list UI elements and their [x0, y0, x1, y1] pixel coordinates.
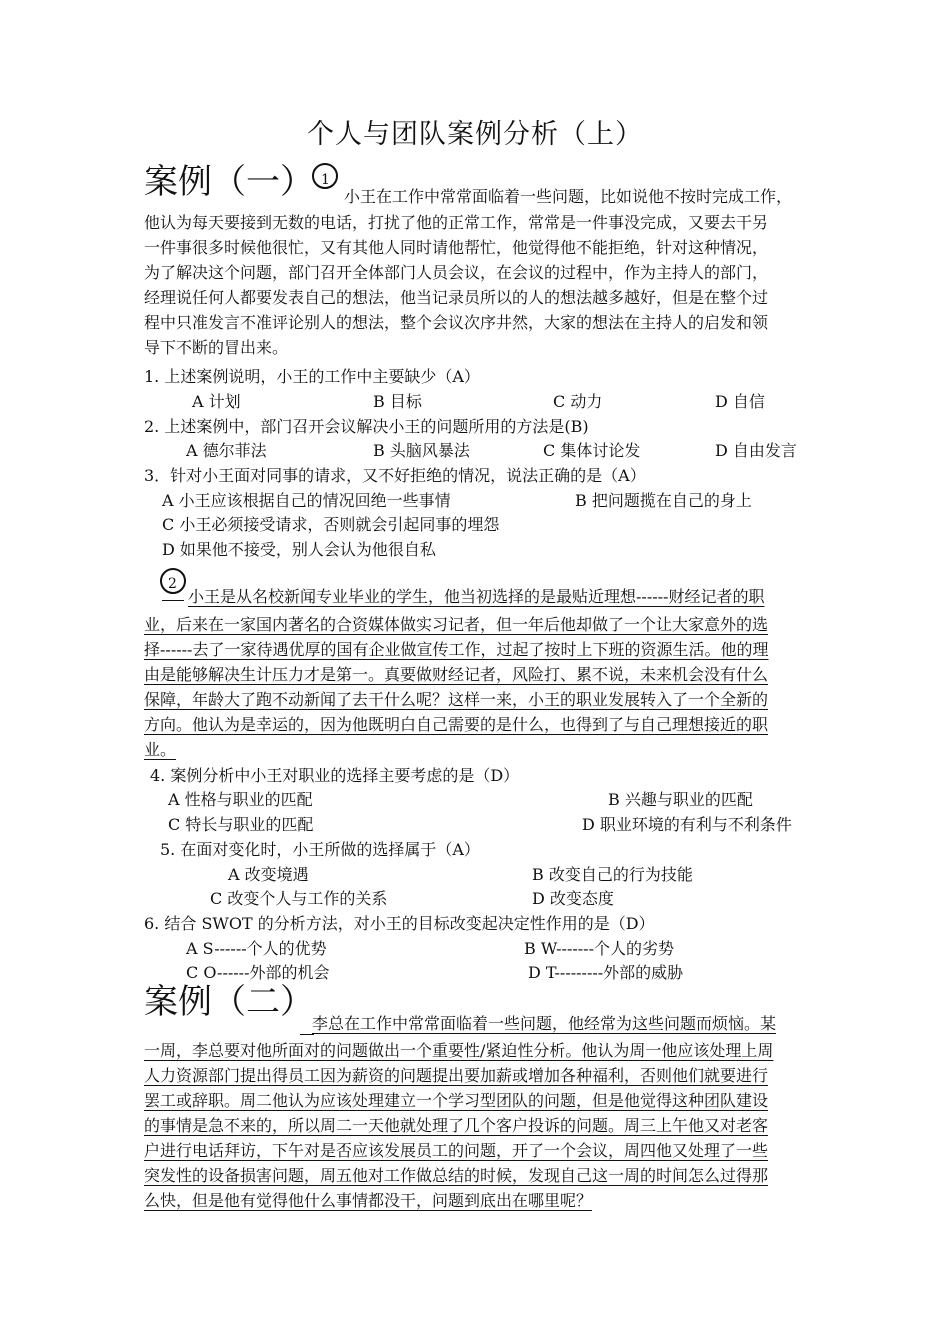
story1-line: 程中只准发言不准评论别人的想法，整个会议次序井然，大家的想法在主持人的启发和领: [144, 313, 769, 332]
q2-option-c: C 集体讨论发: [543, 441, 641, 460]
q3-option-b: B 把问题揽在自己的身上: [575, 491, 752, 510]
q1-option-a: A 计划: [192, 392, 241, 411]
q4-option-d: D 职业环境的有利与不利条件: [582, 815, 792, 834]
q3-option-c: C 小王必须接受请求，否则就会引起同事的埋怨: [162, 515, 500, 534]
q5-option-c: C 改变个人与工作的关系: [210, 889, 388, 908]
q4-option-b: B 兴趣与职业的匹配: [608, 790, 753, 809]
case2-paragraph: [144, 1038, 804, 1213]
case2-line: 人力资源部门提出得员工因为薪资的问题提出要加薪或增加各种福利，否则他们就要进行: [144, 1066, 769, 1085]
story2-paragraph: [144, 612, 804, 762]
underline-stub: [162, 600, 184, 601]
story2-line-1: 小王是从名校新闻专业毕业的学生，他当初选择的是最贴近理想------财经记者的职: [188, 587, 765, 606]
q2-option-a: A 德尔菲法: [186, 441, 267, 460]
story1-line: 导下不断的冒出来。: [144, 338, 289, 357]
q5-option-a: A 改变境遇: [228, 865, 309, 884]
q1-option-b: B 目标: [373, 392, 422, 411]
q5-option-d: D 改变态度: [532, 889, 614, 908]
q6-option-a: A S------个人的优势: [186, 939, 327, 958]
story1-paragraph: [144, 210, 804, 360]
q5-option-b: B 改变自己的行为技能: [532, 865, 693, 884]
q6-option-d: D T---------外部的威胁: [528, 963, 684, 982]
q6-option-c: C O------外部的机会: [186, 963, 330, 982]
case2-line: 的事情是急不来的，所以周二一天他就处理了几个客户投诉的问题。周三上午他又对老客: [144, 1116, 769, 1135]
story1-line: 他认为每天要接到无数的电话，打扰了他的正常工作，常常是一件事没完成，又要去干另: [144, 213, 769, 232]
q4-option-a: A 性格与职业的匹配: [168, 790, 313, 809]
q2-option-b: B 头脑风暴法: [373, 441, 470, 460]
question-1: 1. 上述案例说明，小王的工作中主要缺少（A）: [144, 367, 480, 386]
story1-line: 为了解决这个问题，部门召开全体部门人员会议，在会议的过程中，作为主持人的部门，: [144, 263, 769, 282]
q4-option-c: C 特长与职业的匹配: [168, 815, 314, 834]
story2-line: 由是能够解决生计压力才是第一。真要做财经记者，风险打、累不说，未来机会没有什么: [144, 665, 769, 684]
q2-option-d: D 自由发言: [715, 441, 797, 460]
case2-line: 突发性的设备损害问题，周五他对工作做总结的时候，发现自己这一周的时间怎么过得那: [144, 1166, 769, 1185]
q6-option-b: B W-------个人的劣势: [524, 939, 674, 958]
story2-line: 业。: [144, 740, 177, 759]
story1-line-1: 小王在工作中常常面临着一些问题，比如说他不按时完成工作，: [344, 187, 793, 206]
case2-line-1: 李总在工作中常常面临着一些问题，他经常为这些问题而烦恼。某: [312, 1014, 777, 1033]
question-2: 2. 上述案例中，部门召开会议解决小王的问题所用的方法是(B): [144, 417, 589, 436]
page-title: 个人与团队案例分析（上）: [307, 119, 643, 150]
story2-number: 2: [168, 576, 177, 592]
case2-heading: 案例（二）: [144, 982, 314, 1022]
case2-line: 一周，李总要对他所面对的问题做出一个重要性/紧迫性分析。他认为周一他应该处理上周: [144, 1041, 774, 1060]
q1-option-c: C 动力: [553, 392, 603, 411]
q3-option-a: A 小王应该根据自己的情况回绝一些事情: [162, 491, 451, 510]
question-6: 6. 结合 SWOT 的分析方法，对小王的目标改变起决定性作用的是（D）: [144, 914, 655, 933]
story1-line: 一件事很多时候他很忙，又有其他人同时请他帮忙，他觉得他不能拒绝，针对这种情况，: [144, 238, 769, 257]
case1-heading: 案例（一）: [144, 162, 314, 202]
case2-line: 户进行电话拜访，下午对是否应该发展员工的问题，开了一个会议，周四他又处理了一些: [144, 1141, 769, 1160]
story2-line: 业，后来在一家国内著名的合资媒体做实习记者，但一年后他却做了一个让大家意外的选: [144, 615, 769, 634]
q3-option-d: D 如果他不接受，别人会认为他很自私: [162, 540, 436, 559]
case2-line: 罢工或辞职。周二他认为应该处理建立一个学习型团队的问题，但是他觉得这种团队建设: [144, 1091, 769, 1110]
story2-line: 保障，年龄大了跑不动新闻了去干什么呢？这样一来，小王的职业发展转入了一个全新的: [144, 690, 769, 709]
underline-stub: [300, 1034, 314, 1035]
story1-line: 经理说任何人都要发表自己的想法，他当记录员所以的人的想法越多越好，但是在整个过: [144, 288, 769, 307]
q1-option-d: D 自信: [715, 392, 765, 411]
story2-line: 择------去了一家待遇优厚的国有企业做宣传工作，过起了按时上下班的资源生活。他的理: [144, 640, 769, 659]
question-5: 5. 在面对变化时，小王所做的选择属于（A）: [160, 840, 480, 859]
question-3: 3．针对小王面对同事的请求，又不好拒绝的情况，说法正确的是（A）: [144, 466, 646, 485]
story2-line: 方向。他认为是幸运的，因为他既明白自己需要的是什么，也得到了与自己理想接近的职: [144, 715, 769, 734]
question-4: 4. 案例分析中小王对职业的选择主要考虑的是（D）: [150, 766, 520, 785]
case2-line: 么快，但是他有觉得他什么事情都没干，问题到底出在哪里呢？: [144, 1191, 593, 1210]
story1-number: 1: [321, 172, 330, 188]
